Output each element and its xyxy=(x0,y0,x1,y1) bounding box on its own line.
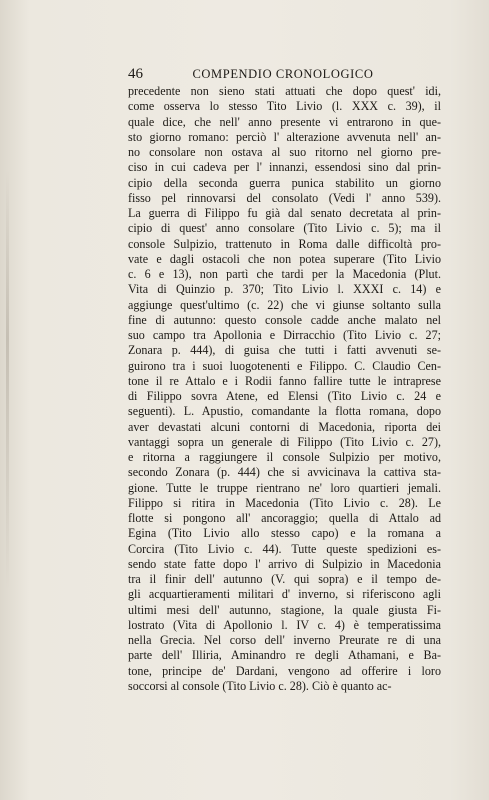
text-line: sendo state fatte dopo l' arrivo di Sulpizio in Macedonia xyxy=(128,556,441,571)
text-line: nella Grecia. Nel corso dell' inverno Preurate re di una xyxy=(128,633,441,647)
text-line: vantaggi sopra un generale di Filippo (Tito Livio c. 27), xyxy=(128,434,441,449)
text-line: vate e dagli ostacoli che non potea superare (Tito Livio xyxy=(128,251,441,266)
text-line: suo campo tra Apollonia e Dirracchio (Tito Livio c. 27; xyxy=(128,328,441,342)
text-line: seguenti). L. Apustio, comandante la flotta romana, dopo xyxy=(128,404,441,419)
text-line: c. 6 e 13), non partì che tardi per la Macedonia (Plut. xyxy=(128,267,441,281)
text-line: lostrato (Vita di Apollonio l. IV c. 4) è temperatissima xyxy=(128,617,441,632)
body-text xyxy=(128,84,441,694)
text-line: tra il finir dell' autunno (V. qui sopra) e il tempo de- xyxy=(128,572,441,586)
text-line: e ritorna a raggiungere il console Sulpizio per motivo, xyxy=(128,450,441,464)
text-line: come osserva lo stesso Tito Livio (l. XXX c. 39), il xyxy=(128,99,441,114)
text-line: Filippo si ritira in Macedonia (Tito Livio c. 28). Le xyxy=(128,495,441,510)
text-line: fisso pel rinnovarsi del consolato (Vedi l' anno 539). xyxy=(128,190,441,205)
text-line: quale dice, che nell' anno presente vi entrarono in que- xyxy=(128,114,441,129)
text-line: Vita di Quinzio p. 370; Tito Livio l. XXXI c. 14) e xyxy=(128,282,441,297)
text-line: precedente non sieno stati attuati che dopo quest' idi, xyxy=(128,84,441,98)
page-header xyxy=(128,66,441,83)
text-line: aver devastati alcuni contorni di Macedonia, riporta dei xyxy=(128,419,441,434)
text-line: Corcira (Tito Livio c. 44). Tutte queste spedizioni es- xyxy=(128,541,441,556)
text-line: parte dell' Illiria, Aminandro re degli Athamani, e Ba- xyxy=(128,648,441,663)
text-line: console Sulpizio, trattenuto in Roma dalle difficoltà pro- xyxy=(128,236,441,251)
text-line: ultimi mesi dell' autunno, stagione, la quale giusta Fi- xyxy=(128,602,441,617)
text-line: flotte si pongono all' ancoraggio; quella di Attalo ad xyxy=(128,511,441,525)
text-line: no consolare non ostava al suo ritorno nel giorno pre- xyxy=(128,145,441,159)
page-number: 46 xyxy=(128,66,143,82)
text-line: ciso in cui cadeva per l' innanzi, essendosi sino dal prin- xyxy=(128,160,441,175)
text-line: di Filippo sovra Atene, ed Elensi (Tito Livio c. 24 e xyxy=(128,389,441,403)
text-line: fine di autunno: questo console cadde anche malato nel xyxy=(128,312,441,327)
text-line: secondo Zonara (p. 444) che si avvicinava la cattiva sta- xyxy=(128,465,441,480)
text-line: tone il re Attalo e i Rodii fanno fallire tutte le intraprese xyxy=(128,373,441,388)
text-line: soccorsi al console (Tito Livio c. 28). Ciò è quanto ac- xyxy=(128,678,392,693)
text-line: cipio di quest' anno consolare (Tito Livio c. 5); ma il xyxy=(128,221,441,236)
text-line: Egina (Tito Livio allo stesso capo) e la romana a xyxy=(128,526,441,541)
running-title: COMPENDIO CRONOLOGICO xyxy=(192,67,374,81)
text-line: sto giorno romano: perciò l' alterazione avvenuta nell' an- xyxy=(128,129,441,144)
text-line: tone, principe de' Dardani, vengono ad offerire i loro xyxy=(128,663,441,678)
text-line: gione. Tutte le truppe rientrano ne' loro quartieri jemali. xyxy=(128,480,441,495)
text-line: cipio della seconda guerra punica stabilito un giorno xyxy=(128,175,441,190)
text-line: La guerra di Filippo fu già dal senato decretata al prin- xyxy=(128,206,441,220)
page-edge-shadow xyxy=(6,170,9,590)
text-line: guirono tra i suoi luogotenenti e Filippo. C. Claudio Cen- xyxy=(128,358,441,373)
text-line: Zonara p. 444), di guisa che tutti i fatti avvenuti se- xyxy=(128,343,441,358)
text-line: gli acquartieramenti militari d' inverno, si riferiscono agli xyxy=(128,587,441,602)
text-line: aggiunge quest'ultimo (c. 22) che vi giunse soltanto sulla xyxy=(128,297,441,312)
